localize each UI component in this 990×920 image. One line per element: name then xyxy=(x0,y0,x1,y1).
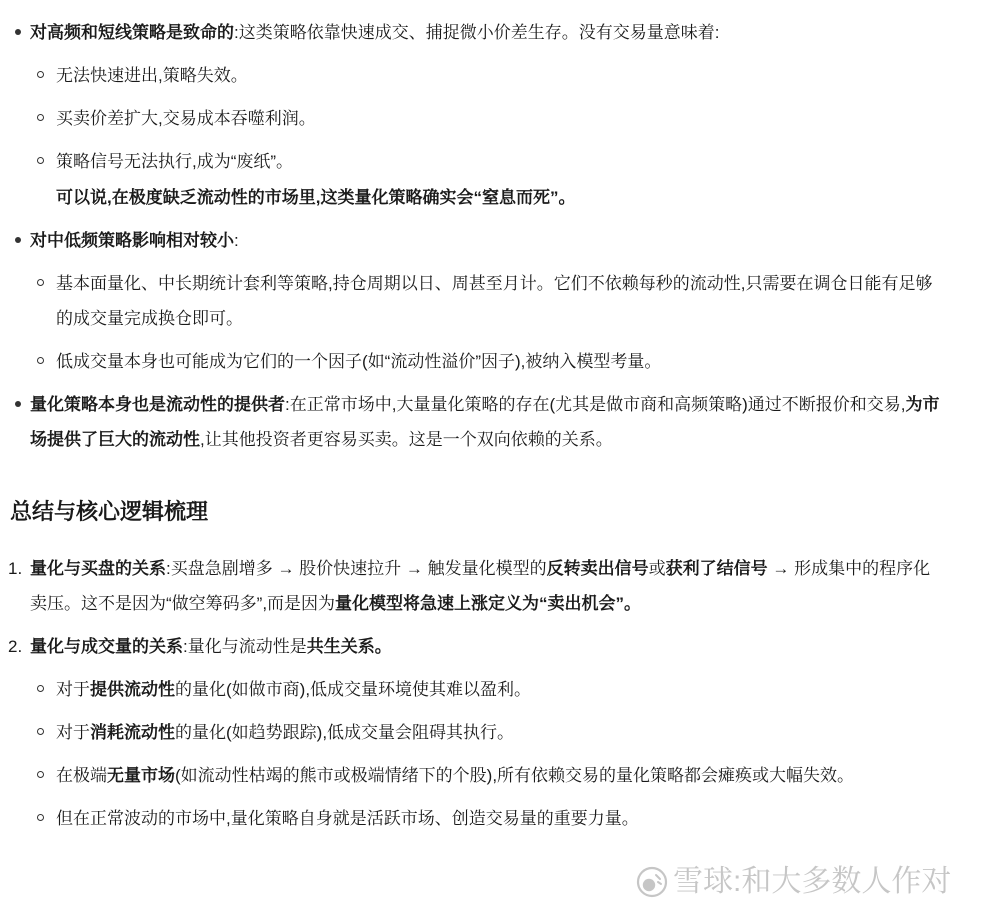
paragraph: 对于消耗流动性的量化(如趋势跟踪),低成交量会阻碍其执行。 xyxy=(56,723,515,742)
bullet-circle-icon xyxy=(37,357,44,364)
sub-list-item xyxy=(30,715,942,750)
sub-list-item xyxy=(30,344,942,379)
paragraph: 低成交量本身也可能成为它们的一个因子(如“流动性溢价”因子),被纳入模型考量。 xyxy=(56,352,662,371)
paragraph: 策略信号无法执行,成为“废纸”。 xyxy=(56,152,294,171)
sub-list-item xyxy=(30,58,942,93)
xueqiu-watermark xyxy=(636,864,951,900)
paragraph: 量化策略本身也是流动性的提供者:在正常市场中,大量量化策略的存在(尤其是做市商和高频策略)通过不断报价和交易,为市场提供了巨大的流动性,让其他投资者更容易买卖。这是一个双向依赖的关系。 xyxy=(30,395,940,449)
bullet-circle-icon xyxy=(37,114,44,121)
sub-bullet-list xyxy=(30,266,942,379)
paragraph: 无法快速进出,策略失效。 xyxy=(56,66,248,85)
list-number: 1. xyxy=(8,559,23,578)
sub-list-item xyxy=(30,758,942,793)
conclusion-paragraph: 可以说,在极度缺乏流动性的市场里,这类量化策略确实会“窒息而死”。 xyxy=(56,188,576,207)
list-item-hft-fatal xyxy=(8,15,942,215)
paragraph: 量化与成交量的关系:量化与流动性是共生关系。 xyxy=(30,637,392,656)
bullet-disc-icon xyxy=(15,401,21,407)
watermark-label: 雪球:和大多数人作对 xyxy=(673,865,952,898)
list-number: 2. xyxy=(8,637,23,656)
sub-bullet-list xyxy=(30,58,942,179)
numbered-list xyxy=(8,551,942,836)
list-item-midlow-freq xyxy=(8,223,942,379)
bullet-circle-icon xyxy=(37,279,44,286)
xueqiu-logo-icon xyxy=(636,866,668,898)
sub-list-item xyxy=(30,801,942,836)
paragraph: 但在正常波动的市场中,量化策略自身就是活跃市场、创造交易量的重要力量。 xyxy=(56,809,639,828)
bullet-circle-icon xyxy=(37,157,44,164)
sub-list-item xyxy=(30,672,942,707)
bullet-circle-icon xyxy=(37,771,44,778)
paragraph: 量化与买盘的关系:买盘急剧增多 → 股价快速拉升 → 触发量化模型的反转卖出信号或获利了结信号 → 形成集中的程序化卖压。这不是因为“做空筹码多”,而是因为量化模型将急速上涨定义为“卖出机会”。 xyxy=(30,559,931,613)
bullet-disc-icon xyxy=(15,29,21,35)
sub-list-item xyxy=(30,266,942,336)
sub-bullet-list xyxy=(30,672,942,836)
sub-list-item xyxy=(30,101,942,136)
numbered-item-buy-pressure xyxy=(8,551,942,621)
paragraph: 对高频和短线策略是致命的:这类策略依靠快速成交、捕捉微小价差生存。没有交易量意味着: xyxy=(30,23,720,42)
bullet-circle-icon xyxy=(37,814,44,821)
section-heading: 总结与核心逻辑梳理 xyxy=(10,499,209,524)
paragraph: 在极端无量市场(如流动性枯竭的熊市或极端情绪下的个股),所有依赖交易的量化策略都会瘫痪或大幅失效。 xyxy=(56,766,855,785)
numbered-item-volume xyxy=(8,629,942,836)
paragraph: 对中低频策略影响相对较小: xyxy=(30,231,239,250)
paragraph: 买卖价差扩大,交易成本吞噬利润。 xyxy=(56,109,316,128)
list-item-liquidity-provider xyxy=(8,387,942,457)
paragraph: 基本面量化、中长期统计套利等策略,持仓周期以日、周甚至月计。它们不依赖每秒的流动性,只需要在调仓日能有足够的成交量完成换仓即可。 xyxy=(56,274,933,328)
paragraph: 对于提供流动性的量化(如做市商),低成交量环境使其难以盈利。 xyxy=(56,680,532,699)
bullet-circle-icon xyxy=(37,728,44,735)
bullet-list xyxy=(8,15,942,457)
bullet-disc-icon xyxy=(15,237,21,243)
bullet-circle-icon xyxy=(37,71,44,78)
bullet-circle-icon xyxy=(37,685,44,692)
sub-list-item xyxy=(30,144,942,179)
